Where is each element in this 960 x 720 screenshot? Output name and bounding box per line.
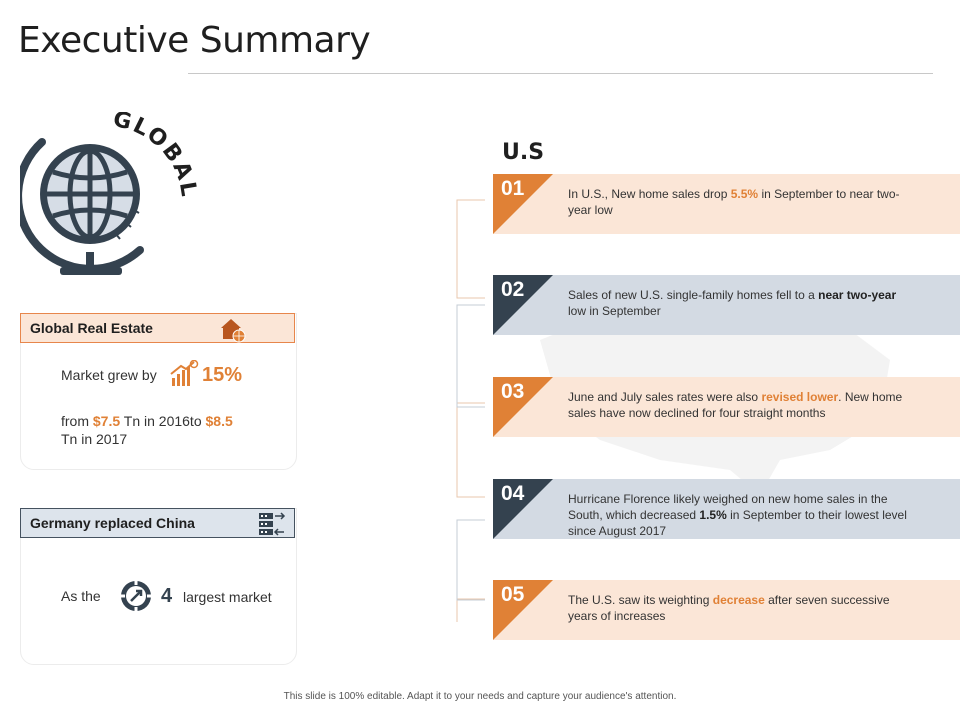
description-part: decrease xyxy=(712,593,765,607)
us-item xyxy=(493,479,960,539)
growth-range-text xyxy=(61,412,281,448)
growth-chart-icon xyxy=(169,360,199,388)
germany-card xyxy=(20,508,297,665)
card-heading xyxy=(20,508,295,538)
middle-text: Tn in 2016to xyxy=(120,413,206,429)
from-value: $7.5 xyxy=(92,413,121,429)
to-value: $8.5 xyxy=(205,413,233,429)
card-heading xyxy=(20,313,295,343)
item-number: 03 xyxy=(501,380,525,403)
description-part: after seven successive years of increases xyxy=(568,593,890,623)
globe-icon xyxy=(20,112,200,287)
description-part: June and July sales rates were also xyxy=(568,390,762,404)
timeline-connector xyxy=(445,195,495,625)
rank-value: 4 xyxy=(161,585,173,607)
description-part: 1.5% xyxy=(699,508,727,522)
us-item xyxy=(493,377,960,437)
as-the-text: As the xyxy=(61,588,101,604)
us-heading: U.S xyxy=(502,140,545,165)
description-part: low in September xyxy=(568,304,661,318)
item-number: 02 xyxy=(501,278,525,301)
market-grew-text: Market grew by xyxy=(61,367,157,383)
description-part: near two-year xyxy=(818,288,897,302)
from-prefix: from xyxy=(61,413,93,429)
description-part: in September to their lowest level since August 2017 xyxy=(568,508,907,538)
us-item xyxy=(493,580,960,640)
server-transfer-icon xyxy=(257,511,287,537)
growth-value: 15% xyxy=(202,364,243,386)
card-heading-text: Germany replaced China xyxy=(30,515,195,531)
compass-icon xyxy=(119,579,153,613)
us-item xyxy=(493,275,960,335)
description-part: Hurricane Florence likely weighed on new home sales in the South, which decreased xyxy=(568,492,888,522)
item-number: 05 xyxy=(501,583,525,606)
card-heading-text: Global Real Estate xyxy=(30,320,153,336)
item-number: 01 xyxy=(501,177,525,200)
description-part: in September to near two-year low xyxy=(568,187,900,217)
house-globe-icon xyxy=(217,314,247,344)
item-description xyxy=(568,287,913,319)
item-description xyxy=(568,389,913,421)
global-real-estate-card xyxy=(20,313,297,470)
globe-graphic xyxy=(20,112,200,287)
item-number: 04 xyxy=(501,482,525,505)
description-part: Sales of new U.S. single-family homes fell to a xyxy=(568,288,819,302)
description-part: 5.5% xyxy=(730,187,759,201)
largest-market-text: largest market xyxy=(183,589,272,605)
description-part: In U.S., New home sales drop xyxy=(568,187,731,201)
page-title: Executive Summary xyxy=(18,20,371,61)
item-description xyxy=(568,186,913,218)
description-part: The U.S. saw its weighting xyxy=(568,593,713,607)
item-description xyxy=(568,592,913,624)
us-item xyxy=(493,174,960,234)
globe-label: GLOBAL xyxy=(110,112,200,200)
title-divider xyxy=(188,73,933,74)
footer-note: This slide is 100% editable. Adapt it to your needs and capture your audience's attention. xyxy=(283,691,677,702)
description-part: revised lower xyxy=(761,390,839,404)
description-part: . New home sales have now declined for four straight months xyxy=(568,390,903,420)
item-description xyxy=(568,491,913,539)
suffix-text: Tn in 2017 xyxy=(61,431,128,447)
